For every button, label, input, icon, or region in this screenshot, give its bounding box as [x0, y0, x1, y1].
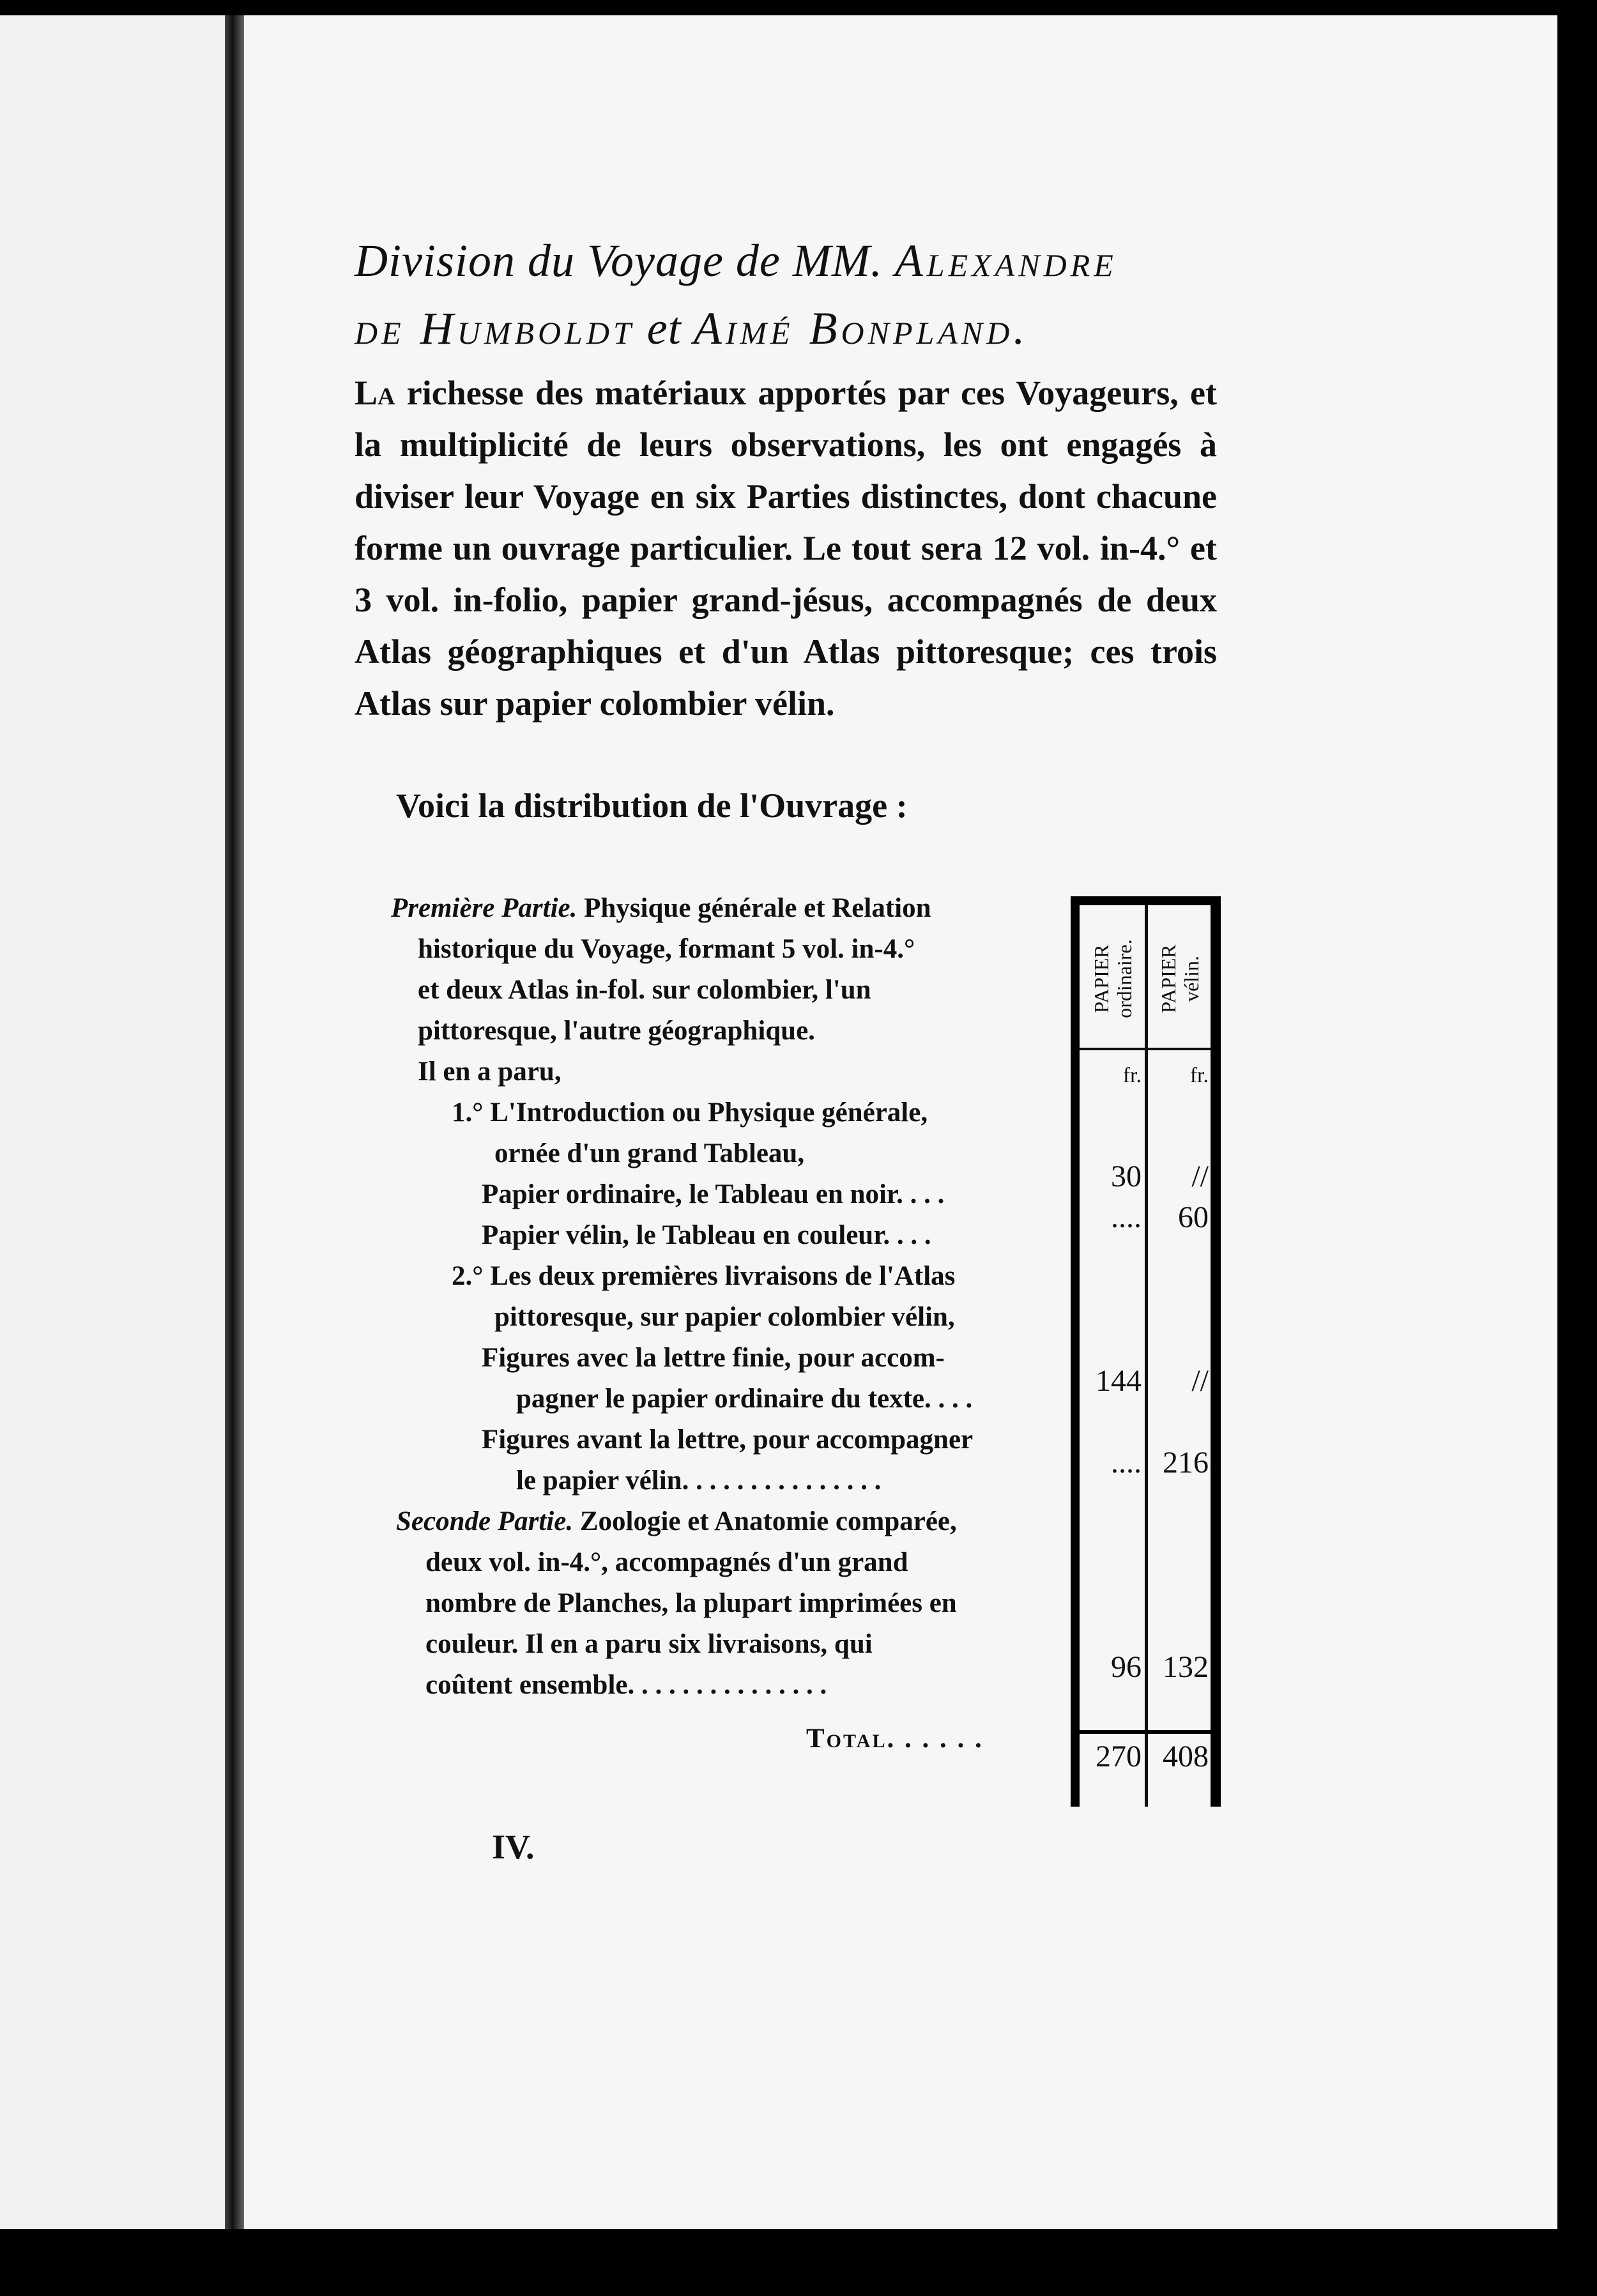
table-rule-right [1211, 896, 1221, 1807]
entry-line: coûtent ensemble. . . . . . . . . . . . . . . [425, 1670, 827, 1700]
entry-line: Papier ordinaire, le Tableau en noir. . . . [482, 1179, 945, 1209]
entry-line: Figures avant la lettre, pour accompagner [482, 1425, 974, 1455]
price-cell: 132 [1163, 1650, 1209, 1684]
entry-line: et deux Atlas in-fol. sur colombier, l'un [418, 975, 871, 1005]
distribution-heading: Voici la distribution de l'Ouvrage : [396, 786, 908, 825]
col-header-ordinaire: PAPIER ordinaire. [1090, 939, 1136, 1018]
entry-line: Seconde Partie. Zoologie et Anatomie comparée, [396, 1506, 957, 1536]
entry-line: nombre de Planches, la plupart imprimées en [425, 1588, 957, 1618]
price-cell: 60 [1178, 1200, 1209, 1234]
price-cell: 216 [1163, 1446, 1209, 1480]
intro-paragraph: La richesse des matériaux apportés par ces Voyageurs, et la multiplicité de leurs observations, les ont engagés à diviser leur Voyage en six Parties distinctes, dont chacune forme un ouvrage particulier. Le tout sera 12 vol. in-4.° et 3 vol. in-folio, papier grand-jésus, accompagnés de deux Atlas géographiques et d'un Atlas pittoresque; ces trois Atlas sur papier colombier vélin. [355, 374, 1217, 723]
table-rule-top [1071, 896, 1219, 905]
title-line-2: de Humboldt et Aimé Bonpland. [355, 303, 1029, 354]
entry-line: Première Partie. Physique générale et Relation [391, 893, 931, 923]
entry-line: ornée d'un grand Tableau, [494, 1138, 805, 1168]
page-title [355, 227, 1223, 362]
price-cell: 30 [1111, 1159, 1142, 1193]
total-label: Total. . . . . . [806, 1724, 984, 1754]
entry-line: le papier vélin. . . . . . . . . . . . . . . [516, 1466, 882, 1496]
entry-line: Papier vélin, le Tableau en couleur. . . . [482, 1220, 931, 1250]
table-rule-left [1071, 896, 1080, 1807]
price-cell: // [1191, 1159, 1209, 1193]
page-folio: IV. [492, 1828, 535, 1866]
col-header-velin: PAPIER vélin. [1157, 944, 1203, 1013]
entry-line: Il en a paru, [418, 1057, 562, 1087]
price-cell: .... [1111, 1200, 1142, 1234]
entry-line: pittoresque, l'autre géographique. [418, 1016, 815, 1046]
entry-line: couleur. Il en a paru six livraisons, qui [425, 1629, 873, 1659]
price-cell: 96 [1111, 1650, 1142, 1684]
price-cell: // [1191, 1364, 1209, 1398]
entry-line: historique du Voyage, formant 5 vol. in-4.° [418, 934, 915, 964]
price-cell: 144 [1096, 1364, 1142, 1398]
table-header-rule [1080, 1048, 1211, 1050]
entry-line: pittoresque, sur papier colombier vélin, [494, 1302, 955, 1332]
unit-velin: fr. [1189, 1064, 1209, 1087]
entry-line: 1.° L'Introduction ou Physique générale, [452, 1098, 928, 1128]
unit-ordinaire: fr. [1122, 1064, 1142, 1087]
table-total-rule [1080, 1730, 1211, 1734]
entry-line: deux vol. in-4.°, accompagnés d'un grand [425, 1547, 908, 1577]
book-gutter [225, 15, 244, 2229]
total-velin: 408 [1163, 1740, 1209, 1773]
entry-line: Figures avec la lettre finie, pour accom- [482, 1343, 945, 1373]
facing-page [0, 15, 235, 2229]
total-ordinaire: 270 [1096, 1740, 1142, 1773]
entry-line: pagner le papier ordinaire du texte. . . . [516, 1384, 973, 1414]
price-cell: .... [1111, 1446, 1142, 1480]
title-line-1: Division du Voyage de MM. Alexandre [355, 235, 1117, 286]
entry-line: 2.° Les deux premières livraisons de l'Atlas [452, 1261, 956, 1291]
